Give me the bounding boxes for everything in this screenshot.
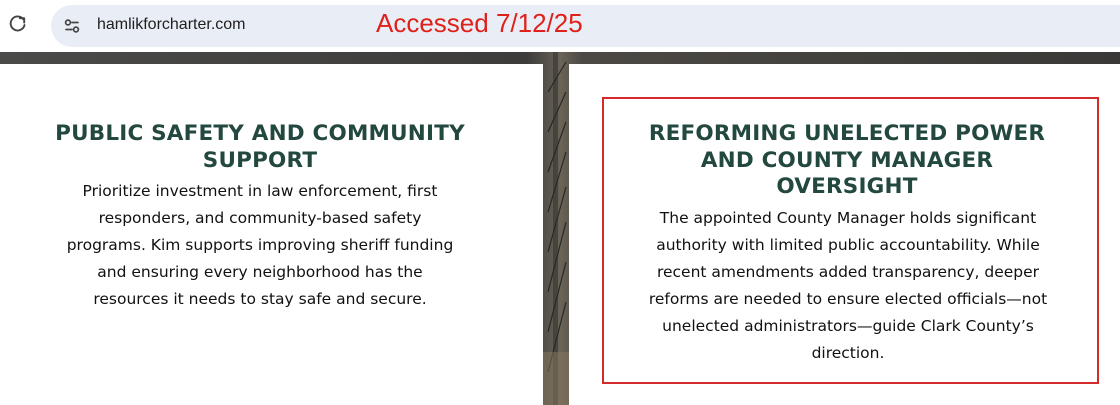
platform-card-public-safety — [0, 64, 543, 405]
browser-toolbar — [0, 0, 1120, 52]
card-body-line: unelected administrators—guide Clark County’s — [662, 317, 1034, 335]
address-bar[interactable] — [51, 5, 1120, 47]
card-body-line: The appointed County Manager holds significant — [659, 209, 1037, 227]
url-text[interactable]: hamlikforcharter.com — [97, 16, 246, 33]
card-body-line: resources it needs to stay safe and secure. — [93, 290, 427, 308]
card-body-line: reforms are needed to ensure elected officials—not — [648, 290, 1048, 308]
reload-icon[interactable] — [9, 15, 27, 33]
card-title-line: OVERSIGHT — [776, 174, 918, 199]
card-body — [30, 178, 490, 313]
card-title-line: REFORMING UNELECTED POWER — [648, 121, 1046, 146]
accessed-annotation: Accessed 7/12/25 — [376, 8, 583, 38]
card-title-line: SUPPORT — [202, 147, 318, 173]
card-body-line: authority with limited public accountability. While — [656, 236, 1040, 254]
card-title — [20, 121, 500, 174]
card-title-line: AND COUNTY MANAGER — [700, 147, 994, 173]
highlight-annotation-box — [602, 97, 1099, 384]
card-body-line: recent amendments added transparency, deeper — [656, 263, 1040, 281]
card-body-line: Prioritize investment in law enforcement, first — [82, 182, 438, 200]
card-body-line: direction. — [811, 344, 885, 362]
card-title-line: PUBLIC SAFETY AND COMMUNITY — [55, 121, 465, 146]
site-info-icon[interactable] — [59, 13, 85, 39]
card-body-line: programs. Kim supports improving sheriff funding — [66, 236, 454, 254]
card-body-line: responders, and community-based safety — [98, 209, 422, 227]
card-body-line: and ensuring every neighborhood has the — [97, 263, 423, 281]
